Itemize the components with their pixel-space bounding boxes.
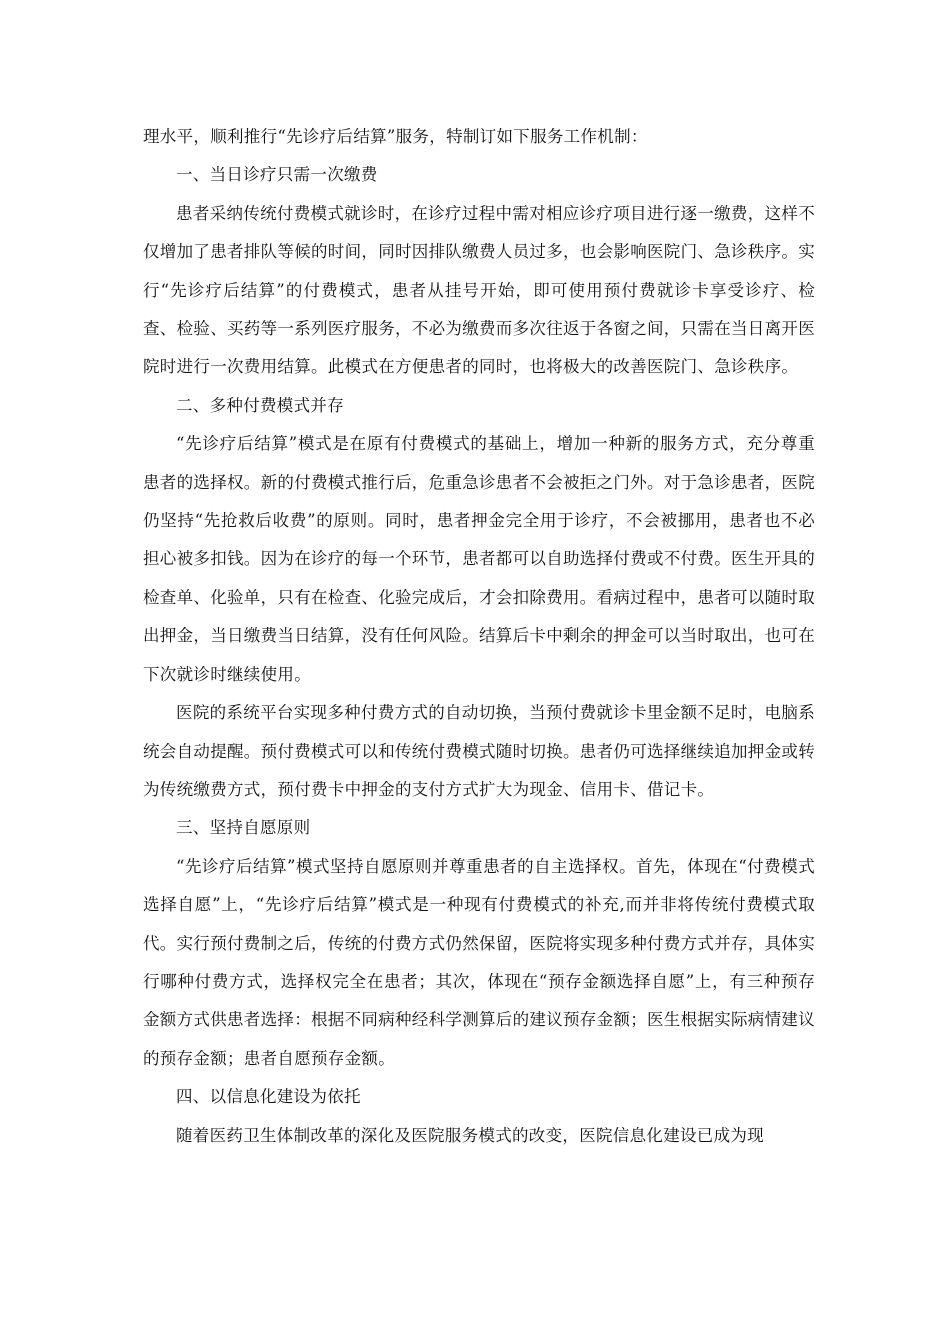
paragraph: “先诊疗后结算”模式是在原有付费模式的基础上，增加一种新的服务方式，充分尊重患者的选择权。新的付费模式推行后，危重急诊患者不会被拒之门外。对于急诊患者，医院仍坚持“先抢救后收费”的原则。同时，患者押金完全用于诊疗，不会被挪用，患者也不必担心被多扣钱。因为在诊疗的每一个环节，患者都可以自助选择付费或不付费。医生开具的检查单、化验单，只有在检查、化验完成后，才会扣除费用。看病过程中，患者可以随时取出押金，当日缴费当日结算，没有任何风险。结算后卡中剩余的押金可以当时取出，也可在下次就诊时继续使用。 (143, 434, 815, 684)
section-heading-1: 一、当日诊疗只需一次缴费 (176, 165, 378, 185)
paragraph: 随着医药卫生体制改革的深化及医院服务模式的改变，医院信息化建设已成为现 (176, 1125, 764, 1145)
section-heading-4: 四、以信息化建设为依托 (176, 1087, 361, 1107)
document-body (143, 118, 815, 1155)
paragraph: 患者采纳传统付费模式就诊时，在诊疗过程中需对相应诊疗项目进行逐一缴费，这样不仅增加了患者排队等候的时间，同时因排队缴费人员过多，也会影响医院门、急诊秩序。实行“先诊疗后结算”的付费模式，患者从挂号开始，即可使用预付费就诊卡享受诊疗、检查、检验、买药等一系列医疗服务，不必为缴费而多次往返于各窗之间，只需在当日离开医院时进行一次费用结算。此模式在方便患者的同时，也将极大的改善医院门、急诊秩序。 (143, 203, 815, 377)
paragraph: 医院的系统平台实现多种付费方式的自动切换，当预付费就诊卡里金额不足时，电脑系统会自动提醒。预付费模式可以和传统付费模式随时切换。患者仍可选择继续追加押金或转为传统缴费方式，预付费卡中押金的支付方式扩大为现金、信用卡、借记卡。 (143, 703, 815, 799)
section-heading-2: 二、多种付费模式并存 (176, 395, 344, 415)
paragraph: “先诊疗后结算”模式坚持自愿原则并尊重患者的自主选择权。首先，体现在“付费模式选择自愿”上，“先诊疗后结算”模式是一种现有付费模式的补充,而并非将传统付费模式取代。实行预付费制之后，传统的付费方式仍然保留，医院将实现多种付费方式并存，具体实行哪种付费方式，选择权完全在患者；其次，体现在“预存金额选择自愿”上，有三种预存金额方式供患者选择：根据不同病种经科学测算后的建议预存金额；医生根据实际病情建议的预存金额；患者自愿预存金额。 (143, 856, 815, 1068)
section-heading-3: 三、坚持自愿原则 (176, 818, 311, 838)
paragraph-continuation: 理水平，顺利推行“先诊疗后结算”服务，特制订如下服务工作机制： (143, 127, 648, 146)
